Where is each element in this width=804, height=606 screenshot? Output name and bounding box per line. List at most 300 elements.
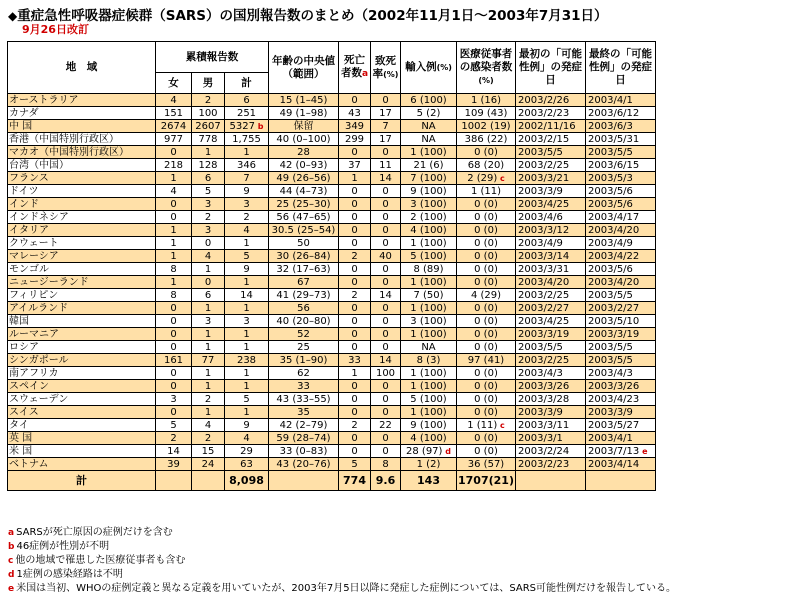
cell-median-age (269, 224, 339, 237)
cell-first-onset-text: 2003/3/9 (518, 185, 563, 197)
cell-region (8, 224, 156, 237)
cell-total-text: 29 (240, 445, 253, 457)
cell-female (156, 289, 192, 302)
cell-last-onset-text: 2003/4/23 (588, 393, 640, 405)
cell-deaths (339, 146, 371, 159)
cell-last-onset-text: 2003/5/5 (588, 354, 633, 366)
cell-last-onset-text: 2003/5/6 (588, 185, 633, 197)
cell-fatality-text: 0 (382, 263, 389, 275)
cell-hcw-text: 386 (22) (464, 133, 508, 145)
totals-hcw: 1707(21) (457, 471, 516, 491)
cell-hcw (457, 406, 516, 419)
cell-last-onset (586, 406, 656, 419)
footnote-b-marker: b (254, 121, 264, 131)
cell-median-age (269, 120, 339, 133)
cell-deaths (339, 263, 371, 276)
totals-male (192, 471, 225, 491)
cell-hcw-text: 1 (11) (467, 419, 498, 431)
cell-last-onset (586, 289, 656, 302)
cell-first-onset-text: 2003/2/25 (518, 354, 570, 366)
cell-median-age-text: 28 (297, 146, 310, 158)
cell-last-onset (586, 133, 656, 146)
cell-fatality-text: 0 (382, 341, 389, 353)
footnote-item (8, 526, 676, 540)
cell-last-onset-text: 2003/4/9 (588, 237, 633, 249)
cell-imported (401, 263, 457, 276)
cell-imported-text: 3 (100) (410, 315, 447, 327)
cell-hcw-text: 0 (0) (474, 380, 498, 392)
cell-hcw-text: 0 (0) (474, 146, 498, 158)
cell-deaths (339, 393, 371, 406)
cell-female-text: 0 (170, 380, 177, 392)
cell-total-text: 7 (243, 172, 250, 184)
footnotes (8, 526, 676, 596)
cell-total (225, 120, 269, 133)
cell-region-text: 英 国 (9, 432, 33, 444)
cell-median-age-text: 43 (33–55) (276, 393, 331, 405)
cell-female (156, 419, 192, 432)
cell-deaths-text: 0 (351, 432, 358, 444)
cell-deaths-text: 0 (351, 380, 358, 392)
table-row (8, 367, 656, 380)
cell-imported-text: 6 (100) (410, 94, 447, 106)
cell-median-age (269, 432, 339, 445)
table-row (8, 250, 656, 263)
cell-deaths-text: 2 (351, 419, 358, 431)
cell-region-text: アイルランド (9, 302, 69, 314)
cell-imported (401, 94, 457, 107)
cell-imported-text: 1 (100) (410, 146, 447, 158)
cell-male (192, 237, 225, 250)
cell-deaths (339, 185, 371, 198)
cell-total-text: 5327 (229, 120, 255, 132)
cell-region (8, 315, 156, 328)
cell-hcw-text: 36 (57) (467, 458, 505, 470)
cell-female (156, 172, 192, 185)
cell-female-text: 14 (167, 445, 180, 457)
cell-median-age (269, 185, 339, 198)
cell-deaths-text: 0 (351, 328, 358, 340)
cell-first-onset (516, 120, 586, 133)
cell-total-text: 9 (243, 263, 250, 275)
table-row (8, 289, 656, 302)
cell-total (225, 380, 269, 393)
table-row (8, 380, 656, 393)
cell-last-onset-text: 2003/6/12 (588, 107, 640, 119)
cell-deaths-text: 0 (351, 302, 358, 314)
cell-region (8, 146, 156, 159)
cell-first-onset (516, 94, 586, 107)
cell-region-text: スウェーデン (9, 393, 69, 405)
cell-imported (401, 419, 457, 432)
cell-last-onset-text: 2003/7/13 (588, 445, 640, 457)
cell-last-onset (586, 419, 656, 432)
cell-region-text: 台湾（中国） (9, 159, 69, 171)
cell-fatality (371, 276, 401, 289)
cell-female-text: 8 (170, 289, 177, 301)
cell-imported-text: 8 (89) (413, 263, 444, 275)
cell-total-text: 1 (243, 302, 250, 314)
cell-hcw-text: 0 (0) (474, 367, 498, 379)
table-row (8, 393, 656, 406)
cell-male-text: 2 (204, 432, 212, 444)
cell-fatality (371, 341, 401, 354)
footnote-item (8, 540, 676, 554)
cell-total-text: 5 (243, 250, 250, 262)
cell-fatality (371, 172, 401, 185)
cell-fatality (371, 263, 401, 276)
cell-imported (401, 224, 457, 237)
cell-male (192, 107, 225, 120)
header-fatality-unit: (%) (383, 69, 399, 79)
cell-hcw-text: 2 (29) (467, 172, 498, 184)
cell-imported-text: 1 (100) (410, 367, 447, 379)
cell-hcw-text: 0 (0) (474, 224, 498, 236)
cell-fatality-text: 0 (382, 445, 389, 457)
footnote-text: 他の地域で罹患した医療従事者も含む (15, 555, 186, 566)
cell-deaths (339, 159, 371, 172)
cell-region (8, 354, 156, 367)
cell-region (8, 237, 156, 250)
cell-last-onset-text: 2003/4/14 (588, 458, 640, 470)
cell-deaths (339, 237, 371, 250)
cell-imported-text: 5 (100) (410, 250, 447, 262)
cell-region (8, 211, 156, 224)
cell-first-onset-text: 2003/4/9 (518, 237, 563, 249)
cell-region (8, 107, 156, 120)
table-row (8, 315, 656, 328)
cell-male (192, 341, 225, 354)
cell-total-text: 1 (243, 237, 250, 249)
cell-median-age (269, 393, 339, 406)
cell-total-text: 2 (243, 211, 250, 223)
cell-last-onset-text: 2003/3/26 (588, 380, 640, 392)
cell-female-text: 2674 (160, 120, 187, 132)
cell-fatality (371, 237, 401, 250)
diamond-bullet-icon: ◆ (8, 9, 18, 23)
cell-hcw-text: 4 (29) (470, 289, 502, 301)
cell-region (8, 380, 156, 393)
totals-imported: 143 (401, 471, 457, 491)
cell-total-text: 1 (243, 341, 250, 353)
cell-first-onset-text: 2003/3/12 (518, 224, 570, 236)
cell-median-age-text: 40 (20–80) (276, 315, 331, 327)
cell-imported (401, 146, 457, 159)
cell-male-text: 3 (204, 315, 212, 327)
cell-first-onset (516, 302, 586, 315)
cell-deaths (339, 289, 371, 302)
totals-deaths: 774 (339, 471, 371, 491)
cell-total-text: 4 (243, 432, 250, 444)
cell-imported-text: 1 (100) (410, 302, 447, 314)
footnote-item (8, 568, 676, 582)
cell-female-text: 2 (170, 432, 177, 444)
cell-female-text: 151 (163, 107, 184, 119)
cell-deaths (339, 341, 371, 354)
cell-region-text: 南アフリカ (9, 367, 59, 379)
cell-hcw (457, 159, 516, 172)
cell-imported (401, 107, 457, 120)
table-row (8, 445, 656, 458)
cell-female (156, 263, 192, 276)
cell-fatality (371, 328, 401, 341)
page-title (8, 4, 608, 24)
table-row (8, 107, 656, 120)
cell-male (192, 94, 225, 107)
header-hcw-label: 医療従事者の感染者数 (459, 48, 513, 73)
cell-region-text: モンゴル (9, 263, 49, 275)
cell-last-onset (586, 380, 656, 393)
cell-median-age-text: 52 (297, 328, 310, 340)
cell-median-age (269, 276, 339, 289)
cell-total (225, 185, 269, 198)
cell-male-text: 4 (204, 250, 212, 262)
cell-male (192, 315, 225, 328)
cell-last-onset (586, 315, 656, 328)
cell-deaths-text: 1 (351, 172, 358, 184)
cell-imported-text: 1 (100) (410, 328, 447, 340)
totals-row (8, 471, 656, 491)
cell-region-text: ドイツ (9, 185, 39, 197)
cell-region-text: 香港（中国特別行政区） (9, 133, 119, 145)
cell-female-text: 4 (170, 185, 177, 197)
cell-deaths-text: 0 (351, 198, 358, 210)
table-row (8, 276, 656, 289)
cell-deaths (339, 198, 371, 211)
cell-hcw-text: 0 (0) (474, 341, 498, 353)
cell-male (192, 146, 225, 159)
cell-first-onset-text: 2003/3/1 (518, 432, 563, 444)
cell-total (225, 354, 269, 367)
cell-last-onset (586, 224, 656, 237)
cell-median-age (269, 237, 339, 250)
cell-last-onset (586, 120, 656, 133)
cell-median-age (269, 458, 339, 471)
cell-fatality-text: 0 (382, 198, 389, 210)
cell-last-onset (586, 172, 656, 185)
footnote-text: 米国は当初、WHOの症例定義と異なる定義を用いていたが、2003年7月5日以降に発症した症例については、SARS可能性例だけを報告している。 (16, 583, 677, 594)
cell-first-onset (516, 315, 586, 328)
cell-fatality (371, 315, 401, 328)
cell-male-text: 6 (204, 172, 212, 184)
cell-last-onset (586, 458, 656, 471)
cell-fatality-text: 0 (382, 328, 389, 340)
cell-hcw-text: 0 (0) (474, 263, 498, 275)
cell-first-onset-text: 2003/4/3 (518, 367, 563, 379)
cell-imported (401, 211, 457, 224)
cell-last-onset-text: 2003/5/6 (588, 263, 633, 275)
cell-imported-text: 2 (100) (410, 211, 447, 223)
cell-fatality (371, 354, 401, 367)
cell-deaths-text: 1 (351, 367, 358, 379)
cell-region-text: ベトナム (9, 458, 49, 470)
cell-first-onset-text: 2003/2/26 (518, 94, 570, 106)
cell-total (225, 315, 269, 328)
cell-total-text: 14 (240, 289, 253, 301)
cell-female (156, 211, 192, 224)
cell-hcw (457, 302, 516, 315)
cell-female-text: 4 (170, 94, 177, 106)
cell-median-age-text: 67 (297, 276, 310, 288)
table-row (8, 94, 656, 107)
cell-first-onset-text: 2003/3/28 (518, 393, 570, 405)
cell-region (8, 172, 156, 185)
cell-first-onset (516, 198, 586, 211)
totals-total: 8,098 (225, 471, 269, 491)
cell-first-onset (516, 276, 586, 289)
cell-fatality-text: 7 (382, 120, 389, 132)
cell-deaths-text: 0 (351, 315, 358, 327)
cell-hcw-text: 0 (0) (474, 315, 498, 327)
cell-median-age (269, 302, 339, 315)
cell-median-age-text: 40 (0–100) (276, 133, 331, 145)
cell-male (192, 393, 225, 406)
cell-fatality-text: 17 (379, 133, 392, 145)
cell-total (225, 146, 269, 159)
table-row (8, 237, 656, 250)
cell-median-age (269, 367, 339, 380)
cell-last-onset-text: 2003/5/10 (588, 315, 640, 327)
cell-last-onset-text: 2003/4/20 (588, 276, 640, 288)
cell-median-age (269, 94, 339, 107)
cell-fatality (371, 159, 401, 172)
cell-fatality (371, 107, 401, 120)
cell-median-age (269, 380, 339, 393)
cell-deaths-text: 349 (344, 120, 365, 132)
cell-female (156, 224, 192, 237)
cell-first-onset (516, 419, 586, 432)
cell-imported (401, 237, 457, 250)
cell-imported-text: 1 (100) (410, 380, 447, 392)
cell-female (156, 445, 192, 458)
cell-last-onset (586, 302, 656, 315)
cell-fatality (371, 445, 401, 458)
cell-male-text: 4 (204, 419, 212, 431)
header-region: 地 域 (8, 42, 156, 94)
cell-last-onset-text: 2003/4/1 (588, 432, 633, 444)
cell-total-text: 1 (243, 328, 250, 340)
cell-female-text: 0 (170, 328, 177, 340)
cell-median-age-text: 25 (25–30) (276, 198, 331, 210)
cell-region-text: マレーシア (9, 250, 59, 262)
cell-median-age-text: 49 (26–56) (276, 172, 331, 184)
cell-first-onset (516, 328, 586, 341)
cell-total (225, 237, 269, 250)
cell-imported-text: 8 (3) (416, 354, 441, 366)
revision-date: 9月26日改訂 (22, 23, 89, 36)
cell-fatality (371, 198, 401, 211)
cell-deaths (339, 224, 371, 237)
cell-median-age (269, 315, 339, 328)
cell-female (156, 276, 192, 289)
cell-imported-text: 7 (100) (410, 172, 447, 184)
cell-region-text: タイ (9, 419, 29, 431)
footnote-mark: d (8, 570, 15, 580)
cell-total (225, 445, 269, 458)
cell-deaths (339, 211, 371, 224)
cell-hcw-text: 0 (0) (474, 237, 498, 249)
cell-hcw (457, 380, 516, 393)
cell-female (156, 198, 192, 211)
cell-imported (401, 432, 457, 445)
cell-male-text: 0 (204, 237, 212, 249)
cell-male-text: 2607 (195, 120, 221, 132)
cell-female (156, 250, 192, 263)
cell-imported-text: NA (421, 133, 436, 145)
cell-first-onset-text: 2003/4/20 (518, 276, 570, 288)
cell-deaths-text: 0 (351, 211, 358, 223)
cell-deaths (339, 432, 371, 445)
table-row (8, 146, 656, 159)
cell-deaths-text: 0 (351, 94, 358, 106)
cell-imported-text: 21 (6) (413, 159, 444, 171)
cell-median-age-text: 41 (29–73) (276, 289, 331, 301)
cell-fatality-text: 11 (379, 159, 392, 171)
cell-median-age (269, 107, 339, 120)
table-row (8, 185, 656, 198)
footnote-text: 46症例が性別が不明 (16, 541, 110, 552)
cell-male (192, 250, 225, 263)
cell-female-text: 1 (170, 224, 177, 236)
cell-female-text: 0 (170, 198, 177, 210)
cell-last-onset (586, 250, 656, 263)
cell-imported-text: 5 (2) (416, 107, 441, 119)
cell-region (8, 432, 156, 445)
cell-fatality-text: 8 (382, 458, 389, 470)
cell-last-onset (586, 107, 656, 120)
cell-male (192, 302, 225, 315)
cell-region (8, 94, 156, 107)
cell-region (8, 250, 156, 263)
cell-fatality-text: 40 (379, 250, 392, 262)
cell-deaths (339, 458, 371, 471)
cell-median-age (269, 354, 339, 367)
cell-deaths-text: 2 (351, 250, 358, 262)
cell-hcw-text: 0 (0) (474, 406, 498, 418)
cell-deaths (339, 172, 371, 185)
cell-median-age-text: 保留 (293, 120, 314, 132)
cell-deaths (339, 328, 371, 341)
table-row (8, 159, 656, 172)
cell-first-onset-text: 2003/2/24 (518, 445, 570, 457)
header-fatality (371, 42, 401, 94)
cell-hcw (457, 107, 516, 120)
cell-total (225, 211, 269, 224)
cell-deaths-text: 0 (351, 263, 358, 275)
cell-region (8, 289, 156, 302)
cell-male-text: 1 (204, 406, 212, 418)
cell-male-text: 1 (204, 263, 212, 275)
cell-fatality (371, 458, 401, 471)
cell-deaths-text: 5 (351, 458, 358, 470)
cell-female (156, 341, 192, 354)
table-row (8, 458, 656, 471)
cell-first-onset-text: 2002/11/16 (518, 120, 576, 132)
cell-imported (401, 380, 457, 393)
cell-fatality-text: 0 (382, 432, 389, 444)
table-row (8, 211, 656, 224)
cell-region (8, 133, 156, 146)
cell-hcw (457, 198, 516, 211)
cell-last-onset (586, 393, 656, 406)
cell-region-text: インド (9, 198, 39, 210)
cell-first-onset-text: 2003/2/23 (518, 107, 570, 119)
cell-region-text: クウェート (9, 237, 59, 249)
cell-imported (401, 120, 457, 133)
cell-total-text: 1 (243, 406, 250, 418)
cell-fatality (371, 94, 401, 107)
cell-region-text: スペイン (9, 380, 49, 392)
